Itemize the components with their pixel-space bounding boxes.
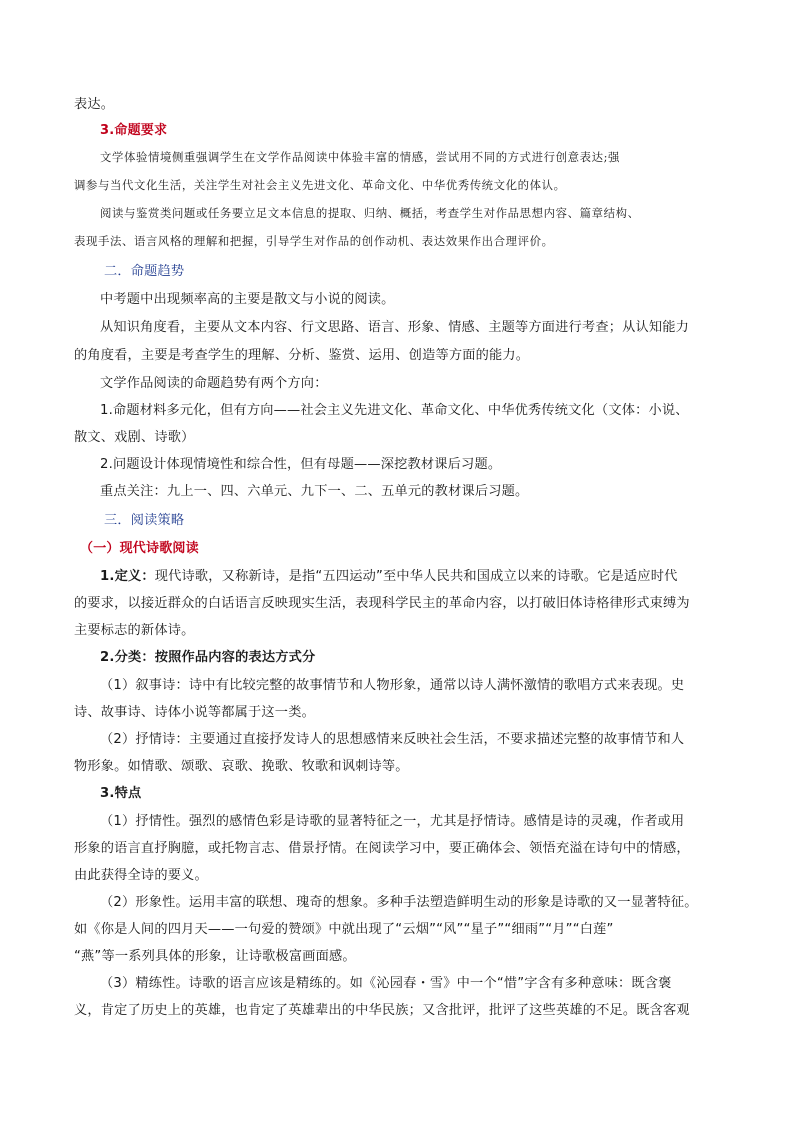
paragraph-line: （1）叙事诗：诗中有比较完整的故事情节和人物形象，通常以诗人满怀激情的歌唱方式来表现。史 xyxy=(100,678,685,693)
paragraph-line: 诗、故事诗、诗体小说等都属于这一类。 xyxy=(74,705,315,720)
section-heading: 3.命题要求 xyxy=(100,123,168,138)
paragraph-line: 从知识角度看，主要从文本内容、行文思路、语言、形象、情感、主题等方面进行考查；从认知能力 xyxy=(100,320,690,335)
section-heading: 二．命题趋势 xyxy=(104,264,185,279)
paragraph-line: 文学作品阅读的命题趋势有两个方向： xyxy=(100,376,328,391)
paragraph-line: 调参与当代文化生活，关注学生对社会主义先进文化、革命文化、中华优秀传统文化的体认。 xyxy=(74,178,566,192)
paragraph-line: 由此获得全诗的要义。 xyxy=(74,868,208,883)
paragraph-line: 主要标志的新体诗。 xyxy=(74,623,195,638)
paragraph-line: 中考题中出现频率高的主要是散文与小说的阅读。 xyxy=(100,292,395,307)
paragraph-line: 重点关注：九上一、四、六单元、九下一、二、五单元的教材课后习题。 xyxy=(100,484,529,499)
section-heading: 三．阅读策略 xyxy=(104,513,185,528)
definition-label: 1.定义： xyxy=(100,569,155,584)
definition-text: 现代诗歌，又称新诗，是指“五四运动”至中华人民共和国成立以来的诗歌。它是适应时代 xyxy=(154,569,678,584)
paragraph-line: 义，肯定了历史上的英雄，也肯定了英雄辈出的中华民族；又含批评，批评了这些英雄的不足。既含客观 xyxy=(74,1003,690,1018)
paragraph-line: 表现手法、语言风格的理解和把握，引导学生对作品的创作动机、表达效果作出合理评价。 xyxy=(74,234,554,248)
paragraph-line: 形象的语言直抒胸臆，或托物言志、借景抒情。在阅读学习中，要正确体会、领悟充溢在诗句中的情感， xyxy=(74,841,690,856)
paragraph-line: （3）精练性。诗歌的语言应该是精练的。如《沁园春・雪》中一个“惜”字含有多种意味：既含褒 xyxy=(100,976,672,991)
paragraph-line: 物形象。如情歌、颂歌、哀歌、挽歌、牧歌和讽刺诗等。 xyxy=(74,759,409,774)
paragraph-line: 如《你是人间的四月天——一句爱的赞颂》中就出现了“云烟”“风”“星子”“细雨”“月”“白莲” xyxy=(74,922,614,937)
paragraph-line: 的要求，以接近群众的白话语言反映现实生活，表现科学民主的革命内容，以打破旧体诗格律形式束缚为 xyxy=(74,596,690,611)
paragraph-line: 散文、戏剧、诗歌） xyxy=(74,430,195,445)
paragraph-line: 文学体验情境侧重强调学生在文学作品阅读中体验丰富的情感，尝试用不同的方式进行创意表达;强 xyxy=(100,150,621,164)
paragraph-line: （2）形象性。运用丰富的联想、瑰奇的想象。多种手法塑造鲜明生动的形象是诗歌的又一显著特征。 xyxy=(100,895,698,910)
paragraph-line: “燕”等一系列具体的形象，让诗歌极富画面感。 xyxy=(74,949,356,964)
text-line: 表达。 xyxy=(74,97,115,112)
paragraph-line: 2.问题设计体现情境性和综合性，但有母题——深挖教材课后习题。 xyxy=(100,457,502,472)
subsection-heading: 3.特点 xyxy=(100,786,142,801)
paragraph-line: 阅读与鉴赏类问题或任务要立足文本信息的提取、归纳、概括，考查学生对作品思想内容、篇章结构、 xyxy=(100,206,640,220)
subsection-heading: （一）现代诗歌阅读 xyxy=(80,541,199,556)
paragraph-line: 1.命题材料多元化，但有方向——社会主义先进文化、革命文化、中华优秀传统文化（文体：小说、 xyxy=(100,403,689,418)
subsection-heading: 2.分类：按照作品内容的表达方式分 xyxy=(100,650,316,665)
paragraph-line: 的角度看，主要是考查学生的理解、分析、鉴赏、运用、创造等方面的能力。 xyxy=(74,348,530,363)
paragraph-line xyxy=(100,567,734,587)
paragraph-line: （1）抒情性。强烈的感情色彩是诗歌的显著特征之一，尤其是抒情诗。感情是诗的灵魂，作者或用 xyxy=(100,814,685,829)
paragraph-line: （2）抒情诗：主要通过直接抒发诗人的思想感情来反映社会生活，不要求描述完整的故事情节和人 xyxy=(100,732,685,747)
